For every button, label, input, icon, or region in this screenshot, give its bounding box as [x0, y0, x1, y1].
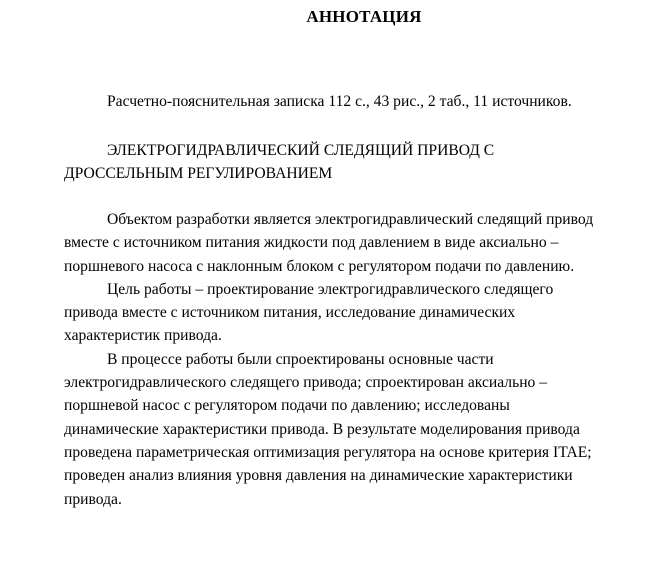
body-line: поршневой насос с регулятором подачи по давлению; исследованы	[64, 397, 510, 415]
body-line: динамические характеристики привода. В результате моделирования привода	[64, 420, 580, 438]
body-line: проведен анализ влияния уровня давления на динамические характеристики	[64, 467, 573, 485]
body-line: В процессе работы были спроектированы основные части	[107, 350, 494, 368]
document-heading: АННОТАЦИЯ	[306, 7, 422, 26]
body-line: характеристик привода.	[64, 327, 222, 345]
body-line: привода вместе с источником питания, исследование динамических	[64, 304, 516, 322]
topic-line: ЭЛЕКТРОГИДРАВЛИЧЕСКИЙ СЛЕДЯЩИЙ ПРИВОД С	[107, 142, 495, 159]
document-summary: Расчетно-пояснительная записка 112 с., 43 рис., 2 таб., 11 источников.	[107, 93, 572, 110]
body-line: вместе с источником питания жидкости под давлением в виде аксиально –	[64, 234, 559, 252]
document-body	[64, 208, 664, 511]
body-line: привода.	[64, 490, 122, 508]
body-line: электрогидравлического следящего привода; спроектирован аксиально –	[64, 374, 548, 392]
document-topic	[64, 139, 495, 185]
topic-line: ДРОССЕЛЬНЫМ РЕГУЛИРОВАНИЕМ	[64, 165, 333, 182]
body-line: проведена параметрическая оптимизация регулятора на основе критерия ITAE;	[64, 443, 592, 461]
body-line: Цель работы – проектирование электрогидравлического следящего	[107, 280, 554, 298]
body-line: поршневого насоса с наклонным блоком с регулятором подачи по давлению.	[64, 257, 575, 275]
body-line: Объектом разработки является электрогидравлический следящий привод	[107, 211, 594, 228]
